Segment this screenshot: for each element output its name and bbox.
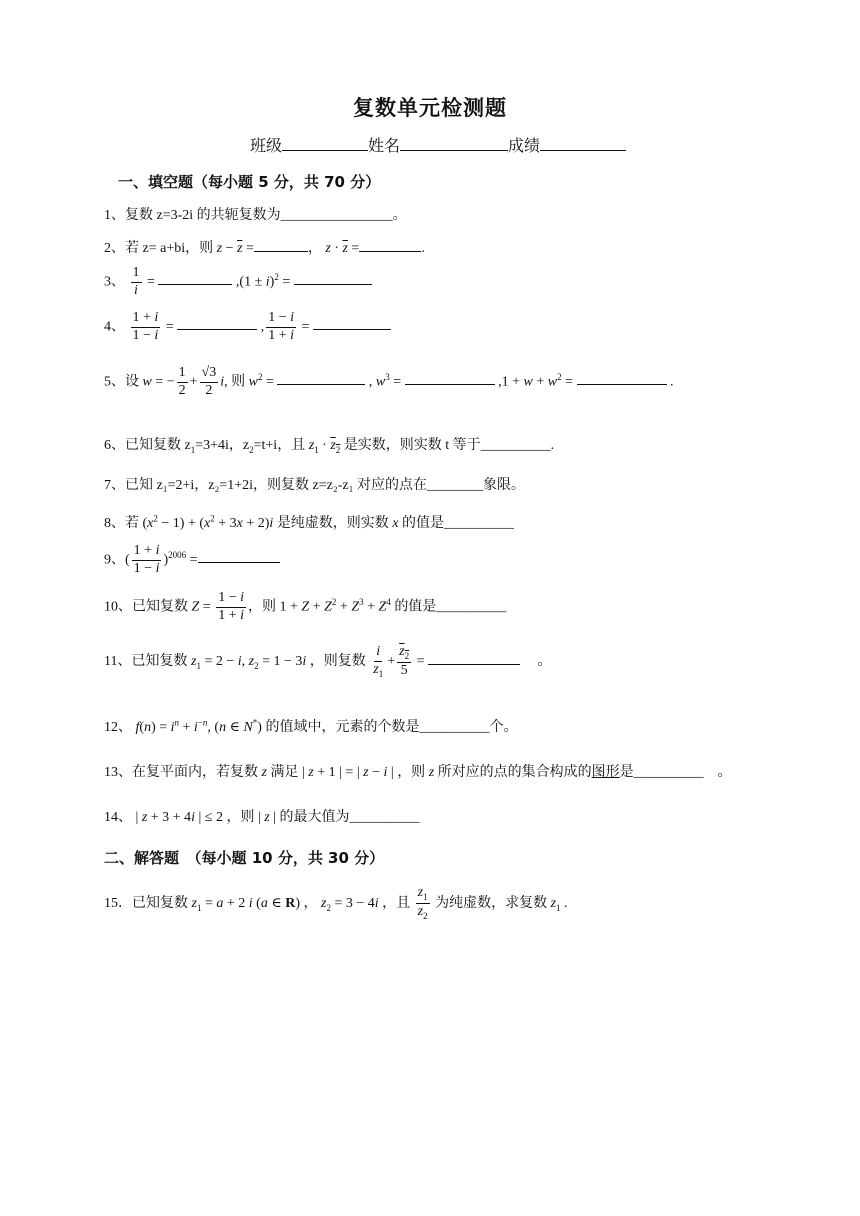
question-5: 5、设 w = − $\frac{1}{2}$ + $\frac{√3}{2}$ i, 则 $w^2$ = , $w^3 = ,1 + w + w^2$ = . (104, 365, 674, 398)
question-14: 14、 | z + 3 + 4i | ≤ 2 ，则 | z | 的最大值为__________ (104, 810, 420, 825)
section-answer: 二、解答题 （每小题 10 分，共 30 分） (104, 849, 385, 867)
question-2-text: 2、若 z= a+bi，则 (104, 241, 214, 256)
question-3: 3、 $\frac{1}{i}$ = $,(1 \pm i)^2$ = (104, 266, 372, 298)
class-blank[interactable] (282, 136, 368, 151)
name-label: 姓名 (368, 138, 401, 155)
question-15: 15．已知复数 $z_1 = a + 2$ i (a ∈ R) ， $z_2 = 3 - 4i$ ，且 $\frac{z_1}{z_2}$ 为纯虚数，求复数 $z_1$ . (104, 885, 568, 922)
question-7: 7、已知 z₁=2+i，z₂=1+2i，则复数 z=z₂-z₁ 对应的点在________象限。 (104, 478, 526, 493)
question-11: 11、已知复数 $z_1 = 2 - i$, $z_2 = 1 - 3i$ ，则复数 $\frac{i}{z_1}$ + $\frac{z_2}{5}$ = 。 (104, 644, 552, 679)
score-label: 成绩 (508, 138, 541, 155)
question-4: 4、 $\frac{1 + i}{1 - i}$ = , $\frac{1 - i}{1 + i}$ = (104, 311, 391, 343)
question-6: 6、已知复数 $z_1=3+4i$，$z_2=t+i$，且 $z_1 \cdot z_2$ 是实数，则实数 t 等于__________. (104, 438, 555, 455)
question-10: 10、已知复数 Z = $\frac{1 - i}{1 + i}$ ，则 $1 + Z + Z^2 + Z^3 + Z^4$ 的值是__________ (104, 590, 507, 623)
page-title: 复数单元检测题 (353, 96, 507, 120)
question-1: 1、复数 z=3-2i 的共轭复数为________________。 (104, 208, 407, 223)
question-2: 2、若 z= a+bi，则 $z - \overline{z}$ = ， $z \cdot \overline{z}$ = . (104, 237, 425, 257)
question-13: 13、在复平面内，若复数 z 满足 | z + 1 | = | z − i | ，则 z 所对应的点的集合构成的图形是__________ 。 (104, 765, 732, 780)
question-9: 9、( $\frac{1 + i}{1 - i}$ )$^{2006}$ = (104, 544, 280, 576)
student-info-line (250, 133, 626, 156)
score-blank[interactable] (540, 136, 626, 151)
question-8: 8、若 $(x^2 - 1) + (x^2 + 3x + 2)i$ 是纯虚数，则实数 x 的值是__________ (104, 513, 515, 531)
class-label: 班级 (250, 138, 283, 155)
section-fill-in: 一、填空题（每小题 5 分，共 70 分） (118, 173, 381, 191)
question-12: 12、 $f(n) = i^n + i^{-n}$, (n ∈ N*) 的值域中，元素的个数是__________个。 (104, 717, 518, 735)
name-blank[interactable] (400, 136, 508, 151)
